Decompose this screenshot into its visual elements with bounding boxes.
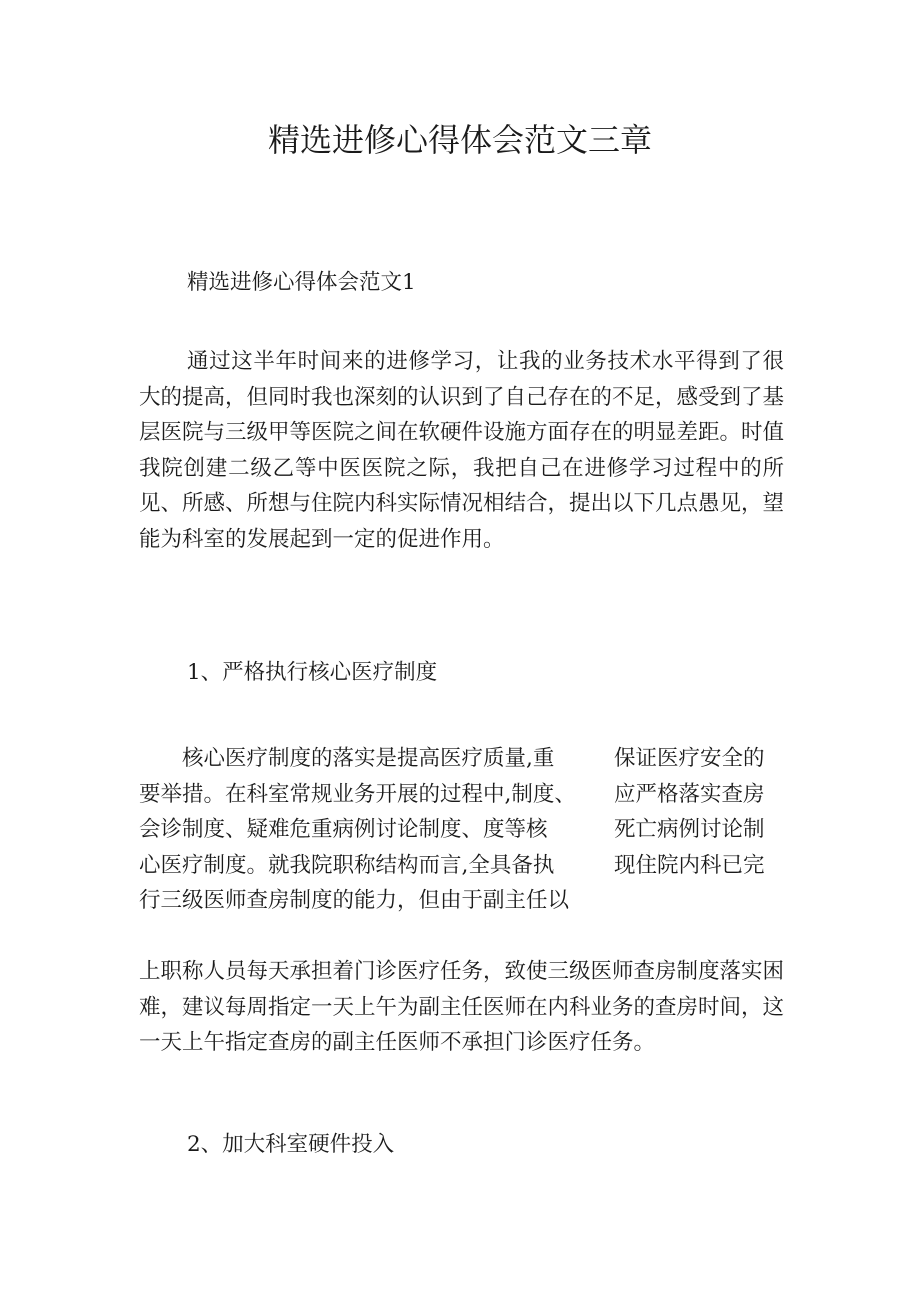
row-left-text: 行三级医师查房制度的能力，但由于副主任以: [139, 888, 570, 913]
row-right-text: 死亡病例讨论制: [614, 817, 765, 842]
paragraph-item-1-continued: 上职称人员每天承担着门诊医疗任务，致使三级医师查房制度落实困难，建议每周指定一天上午为副主任医师在内科业务的查房时间，这一天上午指定查房的副主任医师不承担门诊医疗任务。: [139, 959, 785, 1055]
item-1-heading: 1、严格执行核心医疗制度: [187, 660, 438, 685]
text-row: [139, 812, 784, 848]
document-title: 精选进修心得体会范文三章: [267, 121, 652, 159]
paragraph-intro: 通过这半年时间来的进修学习，让我的业务技术水平得到了很大的提高，但同时我也深刻的认识到了自己存在的不足，感受到了基层医院与三级甲等医院之间在软硬件设施方面存在的明显差距。时值我院创建二级乙等中医医院之际，我把自己在进修学习过程中的所见、所感、所想与住院内科实际情况相结合，提出以下几点愚见，望能为科室的发展起到一定的促进作用。: [139, 349, 785, 552]
text-row: [139, 848, 784, 884]
item-2-heading: 2、加大科室硬件投入: [187, 1132, 395, 1157]
row-left-text: 核心医疗制度的落实是提高医疗质量,重: [139, 746, 555, 771]
row-right-text: 应严格落实查房: [614, 781, 765, 807]
row-right-text: 现住院内科已完: [614, 852, 765, 878]
text-row: [139, 883, 784, 919]
section-heading: 精选进修心得体会范文1: [187, 270, 416, 295]
row-left-text: 会诊制度、疑难危重病例讨论制度、度等核: [139, 817, 548, 842]
text-row: [139, 741, 784, 777]
row-left-text: 要举措。在科室常规业务开展的过程中,制度、: [139, 781, 576, 807]
text-row: [139, 777, 784, 813]
row-right-text: 保证医疗安全的: [614, 746, 765, 771]
row-left-text: 心医疗制度。就我院职称结构而言,全具备执: [139, 852, 555, 878]
item-1-misaligned-block: [139, 741, 784, 919]
